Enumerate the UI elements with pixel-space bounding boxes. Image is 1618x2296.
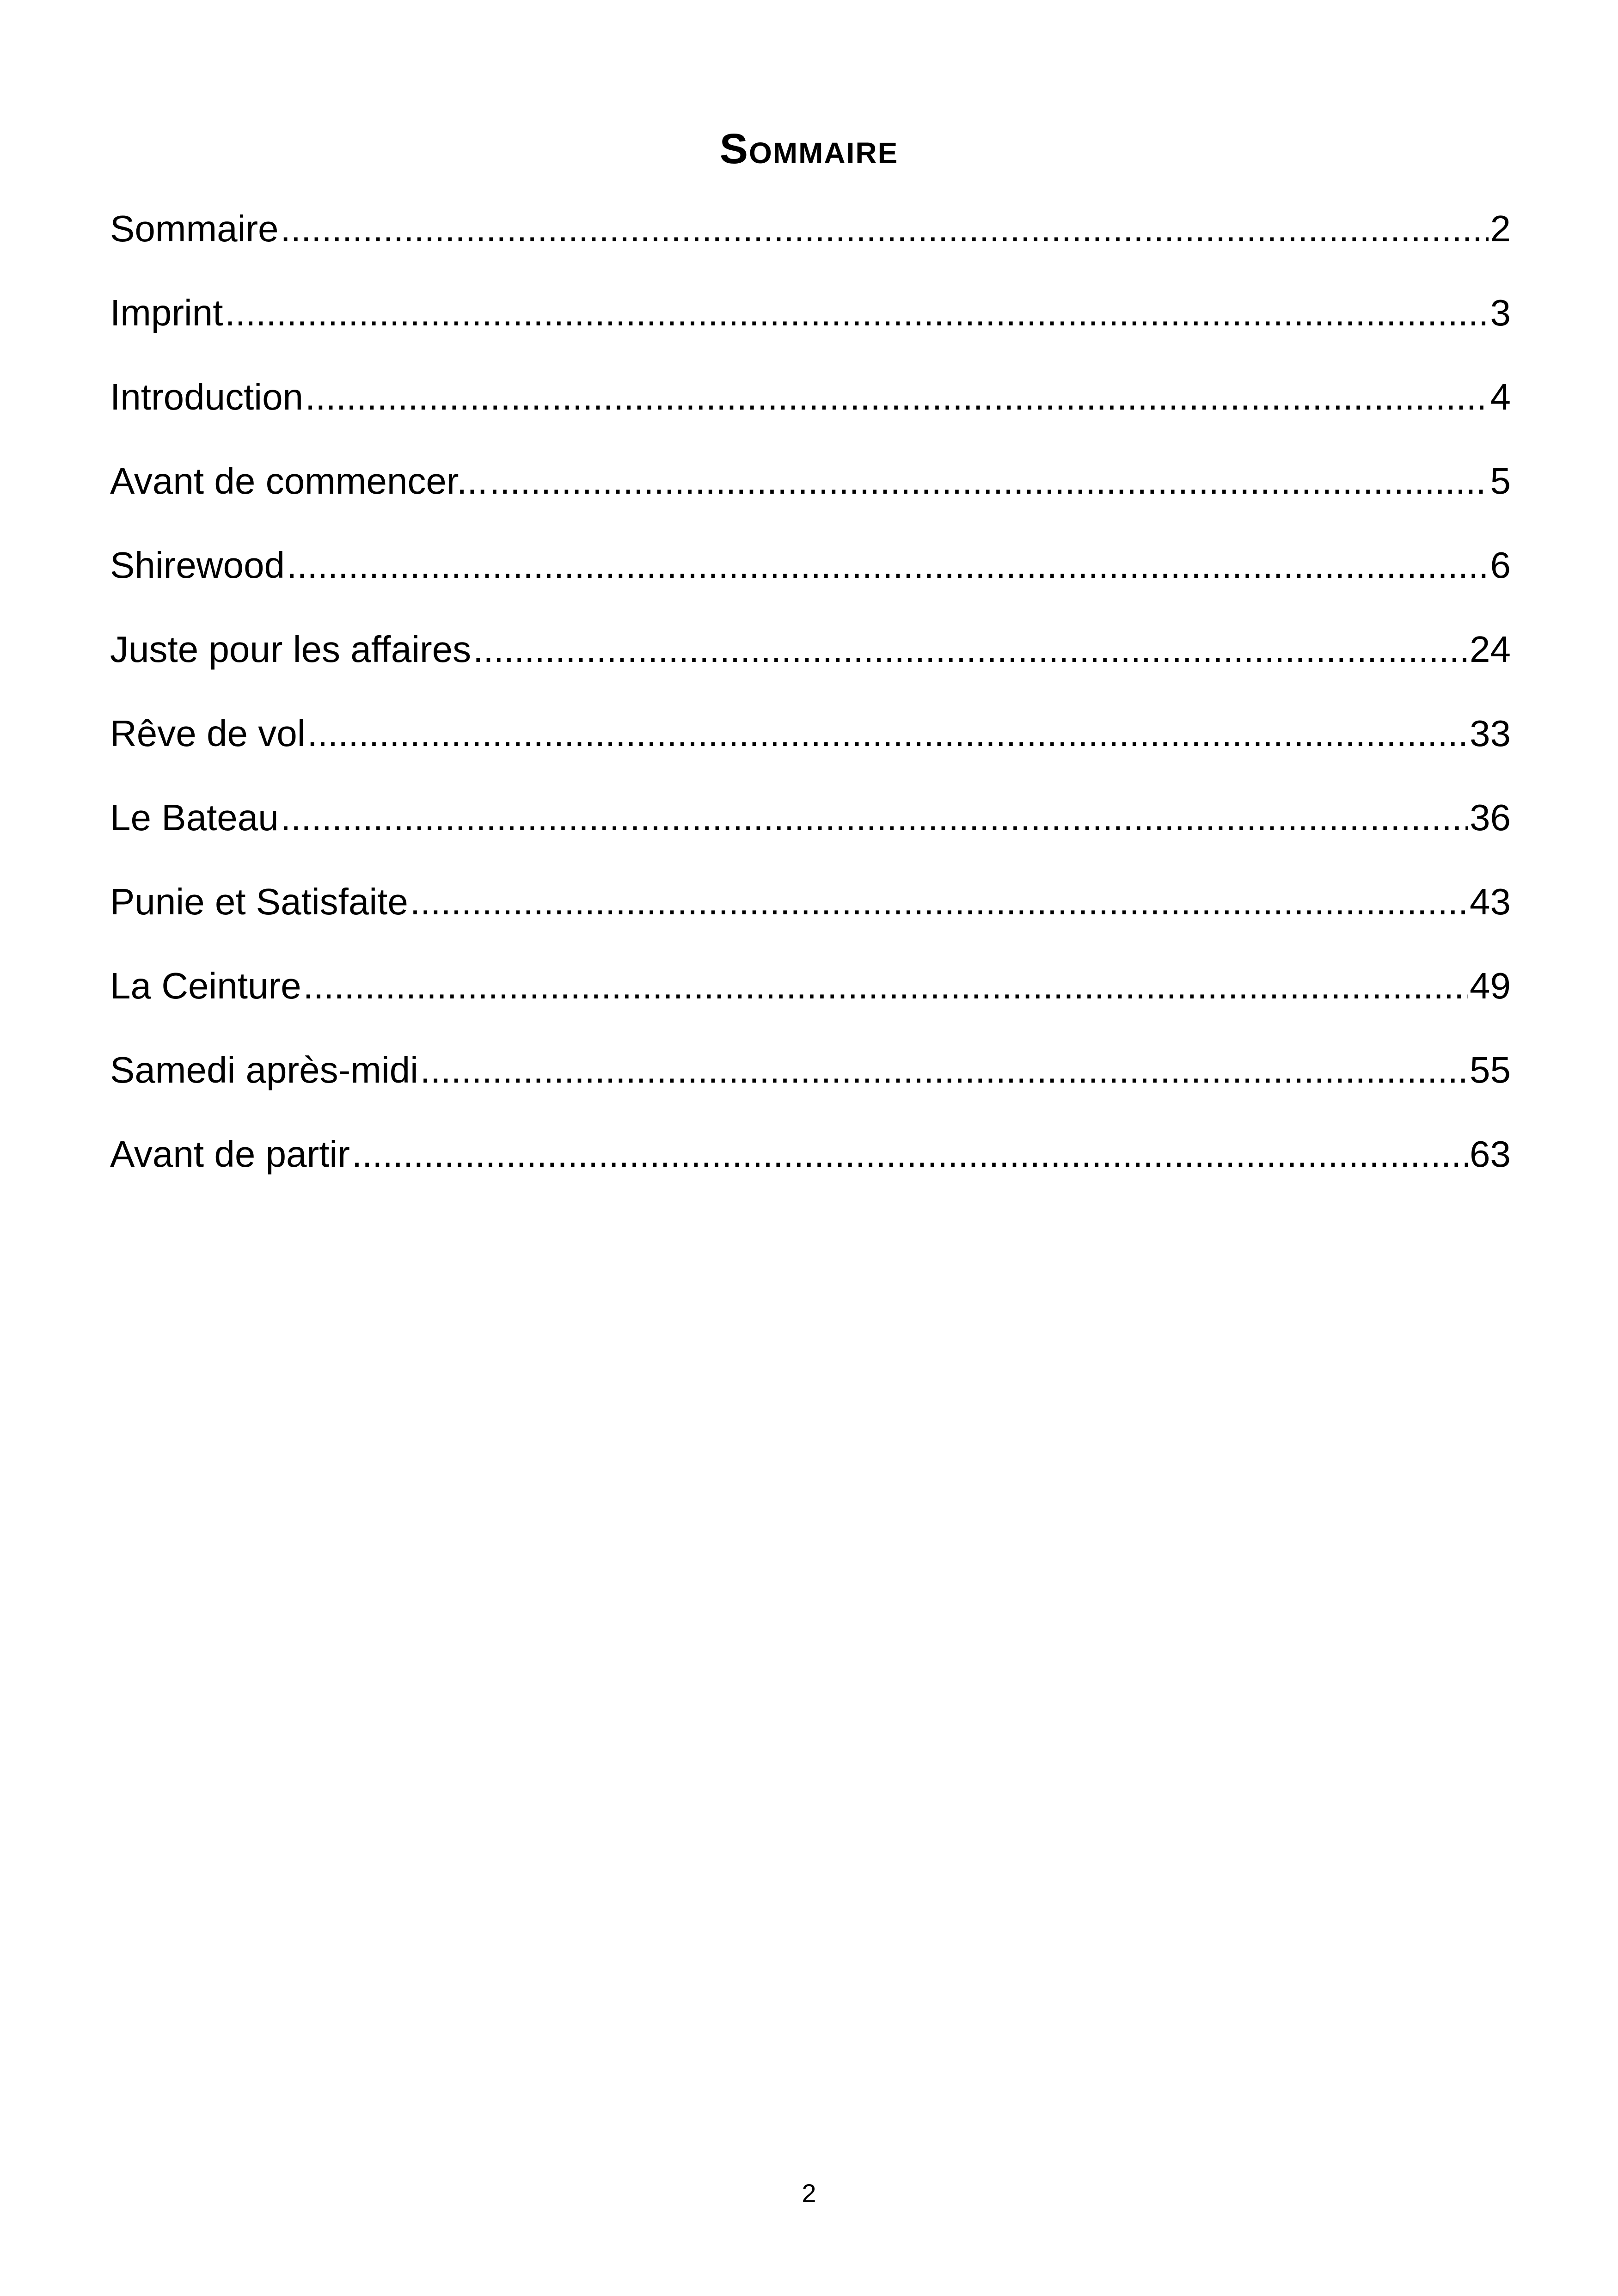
toc-entry-page: 2	[1490, 208, 1511, 249]
toc-entry-page: 24	[1470, 629, 1511, 670]
toc-entry-label: Avant de partir	[110, 1133, 350, 1175]
toc-entry-avant-de-partir[interactable]	[110, 1124, 1511, 1208]
toc-entry-page: 43	[1470, 881, 1511, 922]
toc-dot-leader	[281, 788, 1468, 848]
toc-entry-page: 36	[1470, 797, 1511, 838]
toc-entry-page: 3	[1490, 292, 1511, 333]
toc-entry-label: Juste pour les affaires	[110, 629, 472, 670]
toc-entry-samedi-apres-midi[interactable]	[110, 1040, 1511, 1124]
toc-dot-leader	[281, 199, 1489, 259]
toc-entry-page: 63	[1470, 1133, 1511, 1175]
page-number: 2	[802, 2179, 816, 2208]
toc-entry-label: Samedi après-midi	[110, 1049, 418, 1090]
toc-entry-le-bateau[interactable]	[110, 788, 1511, 872]
toc-entry-punie-et-satisfaite[interactable]	[110, 872, 1511, 956]
toc-entry-label: Rêve de vol	[110, 713, 306, 754]
toc-entry-shirewood[interactable]	[110, 535, 1511, 619]
toc-dot-leader	[307, 704, 1468, 764]
toc-entry-page: 33	[1470, 713, 1511, 754]
toc-dot-leader	[473, 619, 1468, 680]
toc-dot-leader	[225, 283, 1489, 343]
toc-entry-label: Imprint	[110, 292, 223, 333]
toc-dot-leader	[287, 535, 1488, 595]
toc-dot-leader	[490, 451, 1489, 511]
toc-entry-page: 6	[1490, 545, 1511, 586]
toc-dot-leader	[410, 872, 1468, 932]
toc-entry-page: 4	[1490, 376, 1511, 417]
toc-entry-page: 55	[1470, 1049, 1511, 1090]
toc-entry-la-ceinture[interactable]	[110, 956, 1511, 1040]
toc-entry-label: Introduction	[110, 376, 304, 417]
toc-entry-juste-pour-les-affaires[interactable]	[110, 619, 1511, 704]
toc-entry-label: Sommaire	[110, 208, 279, 249]
toc-entry-page: 5	[1490, 460, 1511, 502]
toc-entry-sommaire[interactable]	[110, 199, 1511, 283]
toc-entry-label: Avant de commencer...	[110, 460, 488, 502]
toc-dot-leader	[352, 1124, 1468, 1184]
toc-entry-reve-de-vol[interactable]	[110, 704, 1511, 788]
toc-entry-label: La Ceinture	[110, 965, 301, 1006]
table-of-contents	[110, 199, 1511, 1208]
toc-dot-leader	[303, 956, 1468, 1016]
toc-entry-page: 49	[1470, 965, 1511, 1006]
toc-entry-introduction[interactable]	[110, 367, 1511, 451]
toc-entry-avant-de-commencer[interactable]	[110, 451, 1511, 535]
toc-entry-imprint[interactable]	[110, 283, 1511, 367]
toc-entry-label: Le Bateau	[110, 797, 279, 838]
toc-dot-leader	[420, 1040, 1468, 1100]
toc-entry-label: Shirewood	[110, 545, 285, 586]
toc-entry-label: Punie et Satisfaite	[110, 881, 408, 922]
toc-dot-leader	[305, 367, 1488, 427]
page-title: Sommaire	[719, 125, 899, 172]
